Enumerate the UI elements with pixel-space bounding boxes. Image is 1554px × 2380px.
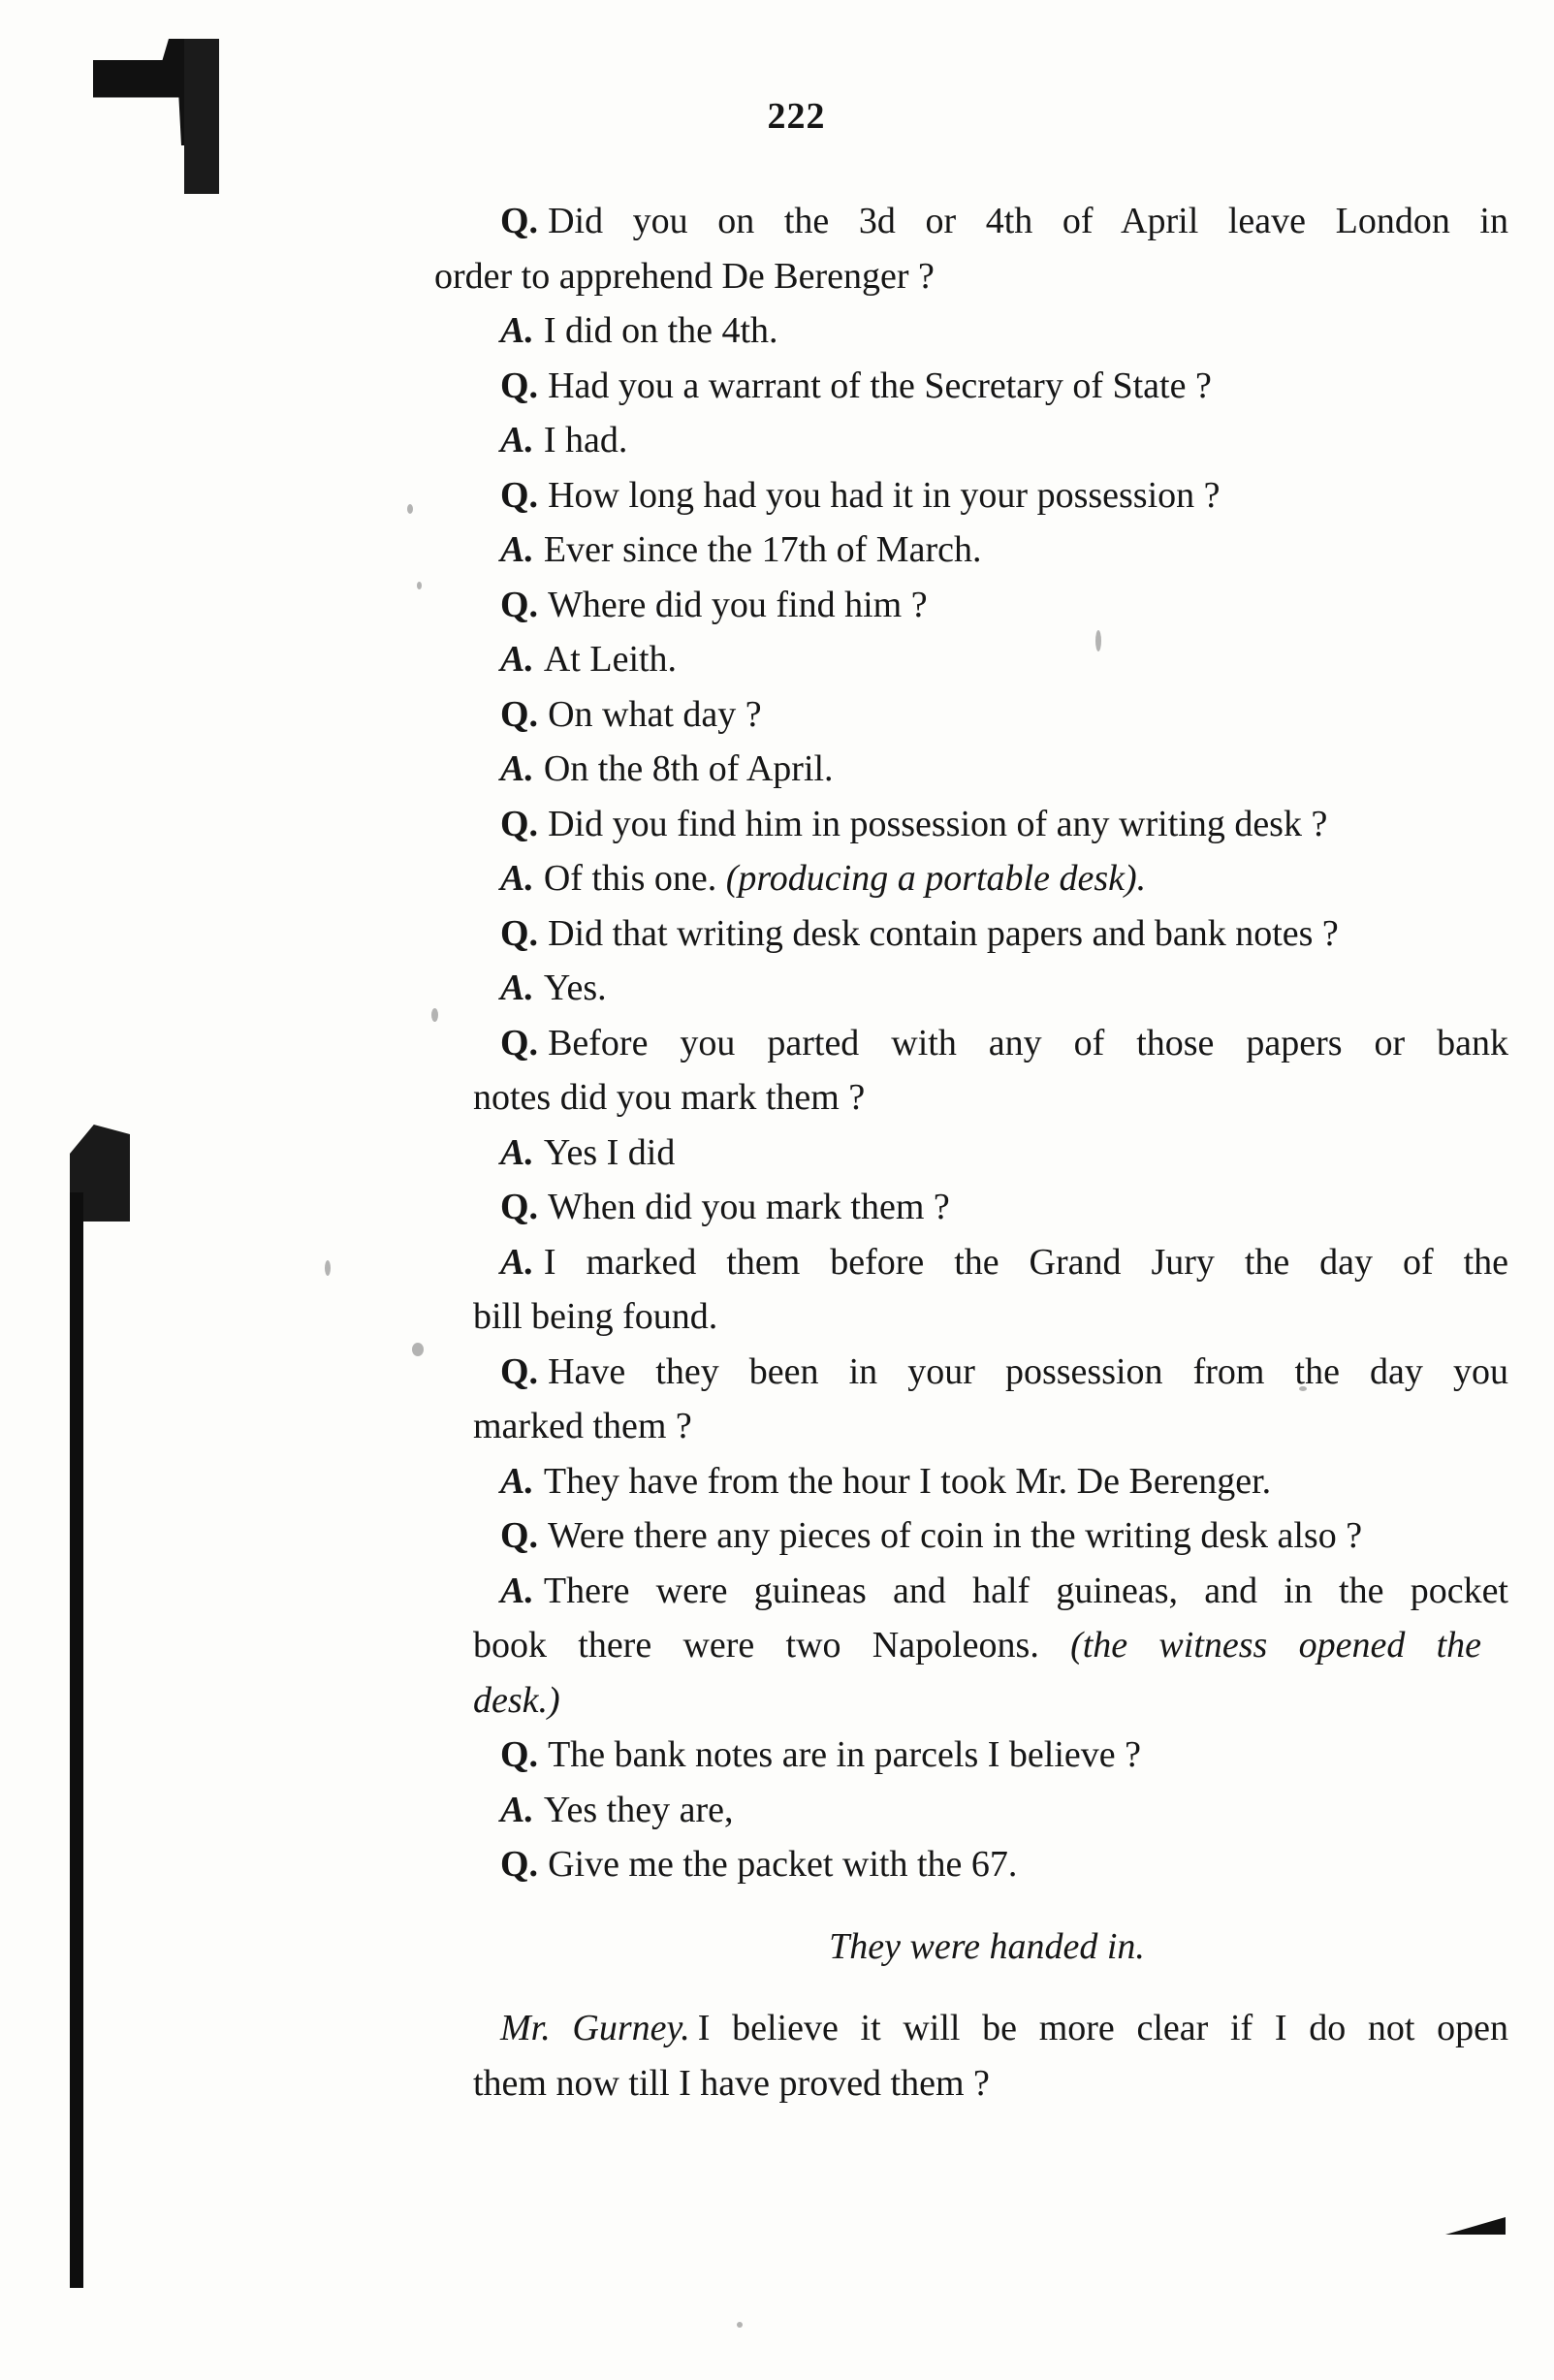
text-line: Q. Did you on the 3d or 4th of April leave London in — [500, 201, 1508, 241]
scan-artifact-corner — [1445, 2217, 1506, 2235]
text-line: Q. Before you parted with any of those papers or bank — [500, 1022, 1508, 1063]
text-line: A. Yes. — [500, 968, 607, 1008]
text-line — [473, 1673, 1491, 1729]
text-line: A. At Leith. — [500, 639, 678, 680]
scan-speck — [431, 1008, 438, 1022]
text-line: A. I marked them before the Grand Jury the day of the — [500, 1241, 1508, 1283]
italic-note: (the witness opened the — [1070, 1625, 1482, 1666]
scan-speck — [412, 1343, 424, 1356]
text-line: Q. Were there any pieces of coin in the writing desk also ? — [500, 1515, 1363, 1556]
text-line: A. I did on the 4th. — [500, 310, 778, 351]
text-line: A. Yes they are, — [500, 1789, 734, 1830]
text-line: A. There were guineas and half guineas, and in the pocket — [500, 1570, 1508, 1611]
text-line: Q. How long had you had it in your possession ? — [500, 474, 1221, 516]
text-line: them now till I have proved them ? — [473, 2062, 990, 2104]
text-line: Q. Give me the packet with the 67. — [500, 1844, 1018, 1885]
page-number: 222 — [767, 96, 826, 137]
text-line: Q. Did that writing desk contain papers and bank notes ? — [500, 912, 1339, 954]
scan-speck — [325, 1260, 331, 1276]
text-line: book there were two Napoleons. (the witness opened the — [473, 1625, 1482, 1666]
text-line: bill being found. — [473, 1296, 718, 1337]
italic-note: (producing a portable desk). — [725, 858, 1147, 899]
stage-note: They were handed in. — [829, 1925, 1145, 1967]
text-line: A. Of this one. (producing a portable desk). — [500, 858, 1147, 899]
text-line: order to apprehend De Berenger ? — [434, 255, 935, 297]
text-line: Mr. Gurney. I believe it will be more clear if I do not open — [500, 2008, 1508, 2048]
text-line: A. Yes I did — [500, 1131, 676, 1173]
text-line: Q. The bank notes are in parcels I believe ? — [500, 1734, 1141, 1775]
text-line: Q. When did you mark them ? — [500, 1187, 950, 1227]
speaker-name: Mr. Gurney. — [500, 2008, 690, 2048]
text-line: Q. Where did you find him ? — [500, 584, 928, 625]
text-line: Q. Have they been in your possession from the day you — [500, 1350, 1508, 1392]
speaker-q: Q. — [500, 201, 539, 241]
text-line: Q. On what day ? — [500, 693, 762, 735]
text-line: marked them ? — [473, 1406, 692, 1446]
text-line: A. I had. — [500, 420, 628, 460]
text-line: Q. Had you a warrant of the Secretary of State ? — [500, 365, 1212, 406]
testimony-text — [434, 194, 1508, 2110]
scan-speck — [407, 504, 413, 514]
scan-speck — [417, 582, 422, 589]
text-line: notes did you mark them ? — [473, 1077, 866, 1118]
text-line: Q. Did you find him in possession of any writing desk ? — [500, 803, 1328, 844]
italic-note: desk.) — [473, 1679, 560, 1721]
scan-artifact-left-bar — [70, 1192, 83, 2288]
text-line: A. On the 8th of April. — [500, 748, 834, 789]
text-line: A. They have from the hour I took Mr. De Berenger. — [500, 1460, 1272, 1502]
text-line: A. Ever since the 17th of March. — [500, 529, 982, 570]
scan-speck — [737, 2322, 743, 2328]
